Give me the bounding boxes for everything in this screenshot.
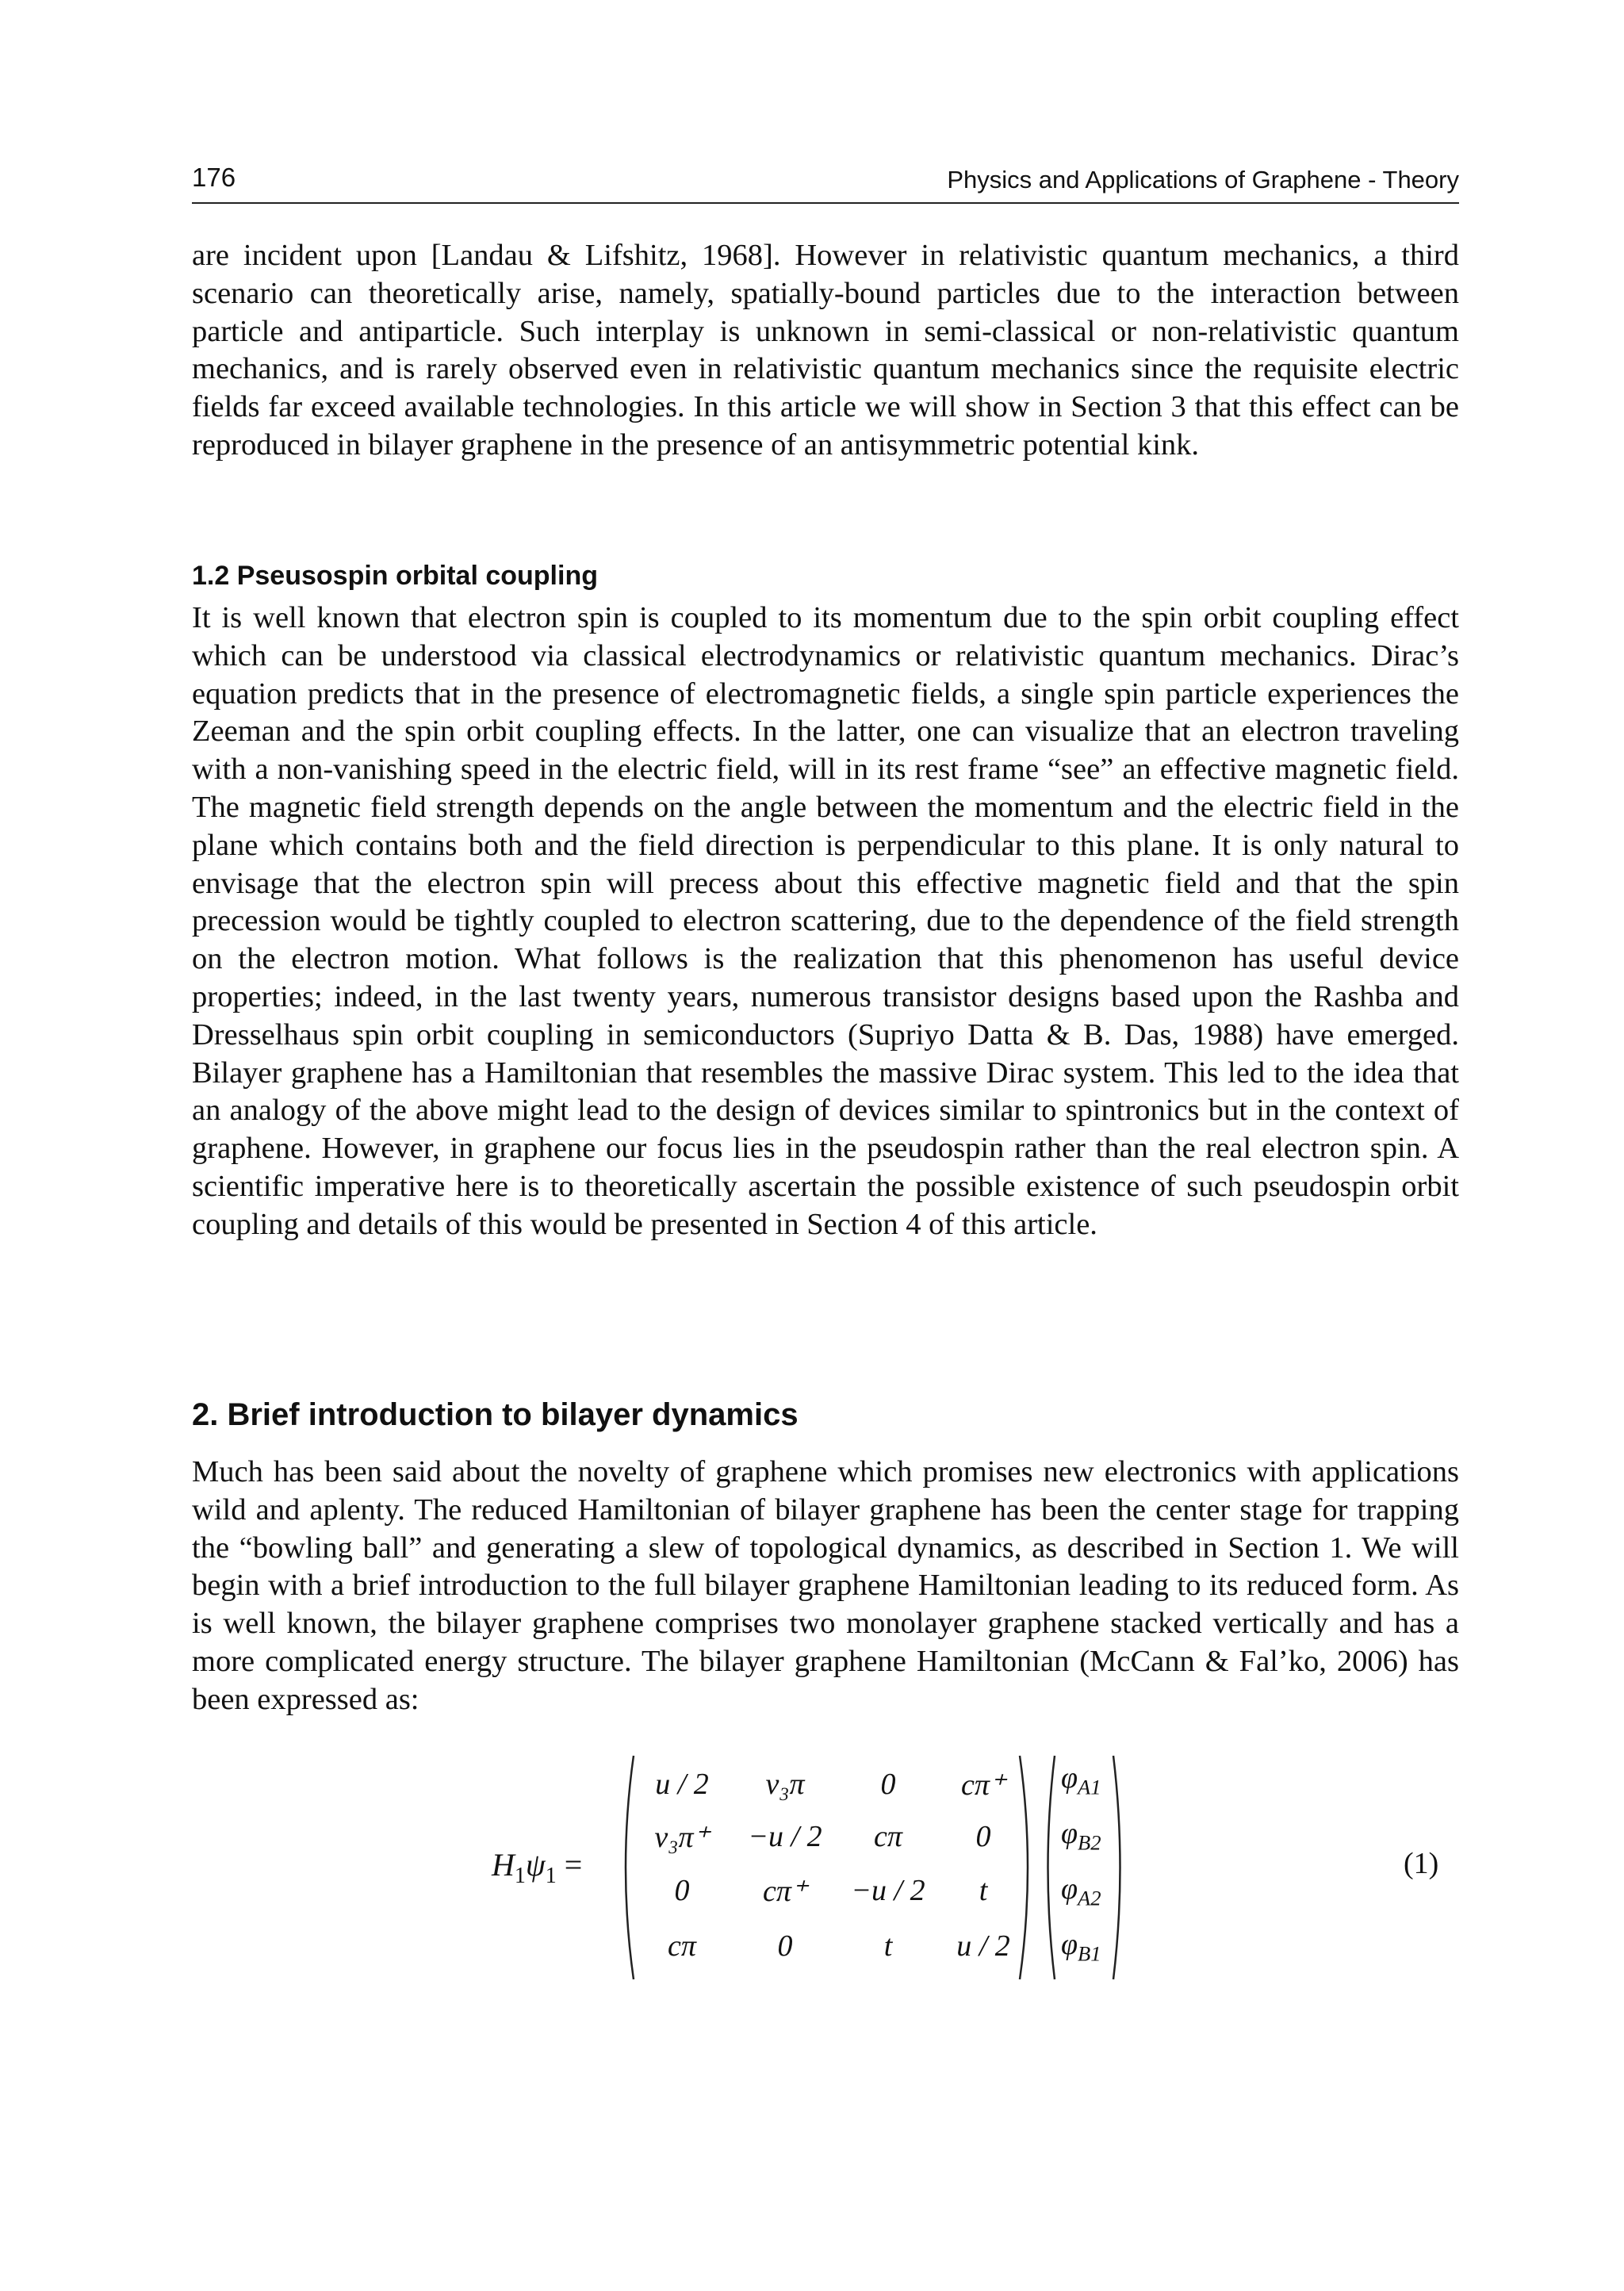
- matrix-entry: 0: [777, 1929, 793, 1963]
- lhs-h-subscript: 1: [514, 1864, 526, 1888]
- vector-left-paren: [1039, 1753, 1058, 1983]
- matrix-entry: v₃π⁺: [654, 1821, 710, 1854]
- matrix-entry: v₃π: [765, 1768, 805, 1801]
- matrix-entry: cπ⁺: [961, 1768, 1005, 1802]
- matrix-entry: cπ: [874, 1820, 902, 1853]
- equation-lhs: [492, 1846, 582, 1889]
- running-title: Physics and Applications of Graphene - Theory: [947, 166, 1459, 193]
- matrix-entry: cπ⁺: [763, 1875, 807, 1908]
- lhs-h-symbol: H: [492, 1847, 515, 1883]
- matrix-entry: 0: [975, 1820, 991, 1853]
- equation-number: (1): [1404, 1847, 1439, 1880]
- lhs-psi-symbol: ψ: [525, 1847, 546, 1883]
- vector-entry: $\varphi_{A1}$: [1061, 1761, 1101, 1799]
- matrix-entry: t: [979, 1874, 988, 1907]
- vector-entry: $\varphi_{A2}$: [1061, 1872, 1101, 1910]
- paragraph-bilayer-intro: Much has been said about the novelty of graphene which promises new electronics with applications wild and aplenty. The reduced Hamiltonian of bilayer graphene has been the center stage for trapping the “bowling ball” and generating a slew of topological dynamics, as described in Section 1. We will begin with a brief introduction to the full bilayer graphene Hamiltonian leading to its reduced form. As is well known, the bilayer graphene comprises two monolayer graphene stacked vertically and has a more complicated energy structure. The bilayer graphene Hamiltonian (McCann & Fal’ko, 2006) has been expressed as:: [192, 1455, 1459, 1716]
- page-header: [192, 163, 1459, 204]
- subsection-heading: 1.2 Pseusospin orbital coupling: [192, 561, 598, 591]
- section-heading: 2. Brief introduction to bilayer dynamics: [192, 1397, 799, 1432]
- equals-sign: =: [564, 1847, 583, 1883]
- matrix-entry: t: [883, 1929, 893, 1963]
- matrix-entry: u / 2: [655, 1768, 709, 1801]
- paragraph-pseudospin: It is well known that electron spin is coupled to its momentum due to the spin orbit coupling effect which can be understood via classical electrodynamics or relativistic quantum mechanics. Dirac’s equation predicts that in the presence of electromagnetic fields, a single spin particle experiences the Zeeman and the spin orbit coupling effects. In the latter, one can visualize that an electron traveling with a non-vanishing speed in the electric field, will in its rest frame “see” an effective magnetic field. The magnetic field strength depends on the angle between the momentum and the electric field in the plane which contains both and the field direction is perpendicular to this plane. It is only natural to envisage that the electron spin will precess about this effective magnetic field and that the spin precession would be tightly coupled to electron scattering, due to the dependence of the field strength on the electron motion. What follows is the realization that this phenomenon has useful device properties; indeed, in the last twenty years, numerous transistor designs based upon the Rashba and Dresselhaus spin orbit coupling in semiconductors (Supriyo Datta & B. Das, 1988) have emerged. Bilayer graphene has a Hamiltonian that resembles the massive Dirac system. This led to the idea that an analogy of the above might lead to the design of devices similar to spintronics but in the context of graphene. However, in graphene our focus lies in the pseudospin rather than the real electron spin. A scientific imperative here is to theoretically ascertain the possible existence of such pseudospin orbit coupling and details of this would be presented in Section 4 of this article.: [192, 601, 1459, 1241]
- matrix-entry: u / 2: [956, 1929, 1010, 1963]
- vector-entry: $\varphi_{B2}$: [1061, 1817, 1101, 1855]
- matrix-entry: 0: [880, 1768, 896, 1801]
- matrix-entry: 0: [674, 1874, 690, 1907]
- hamiltonian-equation: [492, 1753, 1126, 1983]
- vector-right-paren: [1110, 1753, 1129, 1983]
- matrix-entry: −u / 2: [851, 1874, 925, 1907]
- vector-entry: $\varphi_{B1}$: [1061, 1928, 1101, 1966]
- page-number: 176: [192, 163, 236, 192]
- lhs-psi-subscript: 1: [545, 1864, 557, 1888]
- matrix-entry: cπ: [668, 1929, 696, 1963]
- paragraph-intro-continuation: are incident upon [Landau & Lifshitz, 1968]. However in relativistic quantum mechanics, a third scenario can theoretically arise, namely, spatially-bound particles due to the interaction between particle and antiparticle. Such interplay is unknown in semi-classical or non-relativistic quantum mechanics, and is rarely observed even in relativistic quantum mechanics since the requisite electric fields far exceed available technologies. In this article we will show in Section 3 that this effect can be reproduced in bilayer graphene in the presence of an antisymmetric potential kink.: [192, 239, 1459, 462]
- matrix-entry: −u / 2: [748, 1820, 822, 1853]
- matrix-right-paren: [1015, 1753, 1039, 1983]
